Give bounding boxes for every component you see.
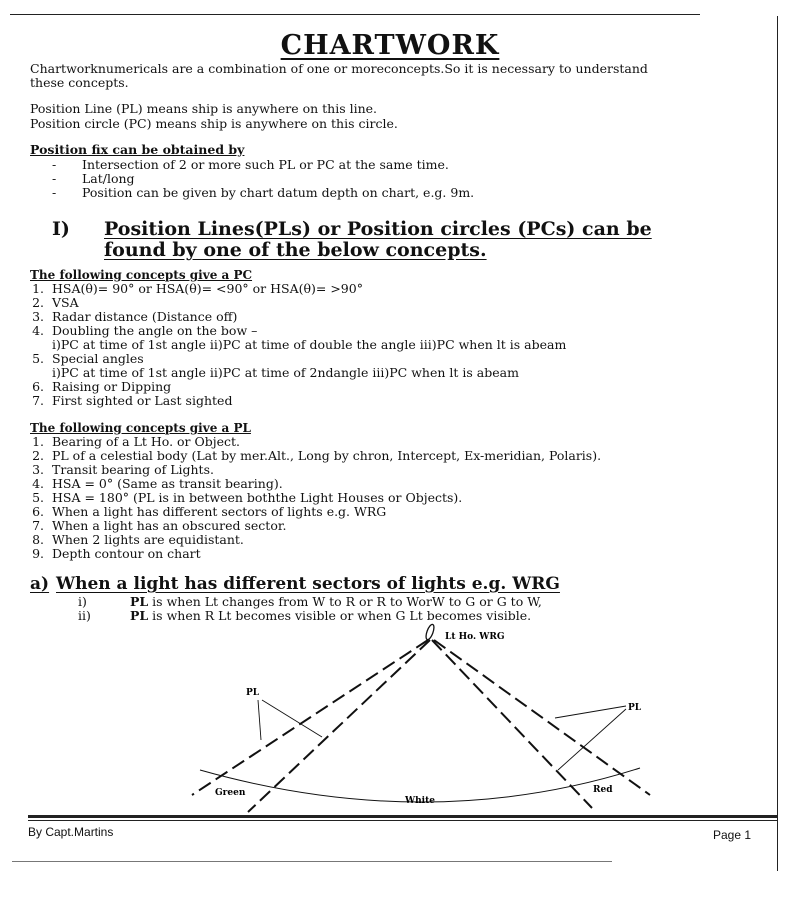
- sector-label-red: Red: [593, 785, 613, 795]
- sub-item: ii) PL is when R Lt becomes visible or when G Lt becomes visible.: [78, 608, 532, 623]
- list-item: 1. Bearing of a Lt Ho. or Object.: [32, 434, 241, 449]
- list-item: 2. PL of a celestial body (Lat by mer.Alt., Long by chron, Intercept, Ex-meridian, Polaris).: [32, 448, 602, 463]
- intro-line-1: Chartworknumericals are a combination of one or moreconcepts.So it is necessary to understand: [30, 61, 648, 76]
- sector-line-red-outer: [434, 640, 650, 795]
- lighthouse-label: Lt Ho. WRG: [445, 632, 505, 642]
- list-item: 1. HSA(θ)= 90° or HSA(θ)= <90° or HSA(θ)= >90°: [32, 281, 363, 296]
- fix-item: - Intersection of 2 or more such PL or PC at the same time.: [52, 157, 449, 172]
- list-item: 7. When a light has an obscured sector.: [32, 518, 287, 533]
- list-item: 8. When 2 lights are equidistant.: [32, 532, 244, 547]
- fix-item: - Lat/long: [52, 171, 135, 186]
- intro-line-2: these concepts.: [30, 75, 129, 90]
- footer-author: By Capt.Martins: [28, 825, 114, 839]
- definition-pc: Position circle (PC) means ship is anywhere on this circle.: [30, 116, 398, 131]
- pl-heading: The following concepts give a PL: [30, 421, 251, 435]
- list-item: 5. Special angles: [32, 351, 144, 366]
- list-item: i)PC at time of 1st angle ii)PC at time of 2ndangle iii)PC when lt is abeam: [52, 365, 519, 380]
- pl-leader: [555, 706, 626, 718]
- fix-item: - Position can be given by chart datum depth on chart, e.g. 9m.: [52, 185, 475, 200]
- sector-label-white: White: [405, 796, 435, 806]
- footer-page-number: Page 1: [713, 828, 752, 842]
- lighthouse-symbol: [424, 623, 435, 640]
- sub-item: i) PL is when Lt changes from W to R or R to WorW to G or G to W,: [78, 594, 542, 609]
- sector-line-white-red: [432, 640, 592, 808]
- sector-line-green-white: [248, 640, 430, 812]
- list-item: 4. HSA = 0° (Same as transit bearing).: [32, 476, 283, 491]
- list-item: 4. Doubling the angle on the bow –: [32, 323, 258, 338]
- list-item: 9. Depth contour on chart: [32, 546, 201, 561]
- pl-label-right: PL: [628, 703, 642, 713]
- list-item: 2. VSA: [32, 295, 79, 310]
- list-item: 5. HSA = 180° (PL is in between boththe Light Houses or Objects).: [32, 490, 463, 505]
- subsection-title: When a light has different sectors of lights e.g. WRG: [56, 574, 560, 594]
- fix-heading: Position fix can be obtained by: [30, 142, 245, 157]
- list-item: i)PC at time of 1st angle ii)PC at time of double the angle iii)PC when lt is abeam: [52, 337, 567, 352]
- subsection-label: a): [30, 574, 50, 594]
- pc-heading: The following concepts give a PC: [30, 268, 253, 282]
- pl-leader: [262, 700, 322, 737]
- list-item: 7. First sighted or Last sighted: [32, 393, 233, 408]
- sector-line-green-outer: [192, 640, 428, 795]
- pl-leader: [558, 709, 626, 770]
- section-title-line-2: found by one of the below concepts.: [104, 239, 487, 261]
- section-number: I): [52, 218, 70, 240]
- definition-pl: Position Line (PL) means ship is anywhere on this line.: [30, 101, 378, 116]
- section-title-line-1: Position Lines(PLs) or Position circles (PCs) can be: [104, 218, 652, 240]
- list-item: 6. Raising or Dipping: [32, 379, 172, 394]
- page-title: CHARTWORK: [280, 30, 500, 61]
- pl-label-left: PL: [246, 688, 260, 698]
- list-item: 6. When a light has different sectors of lights e.g. WRG: [32, 504, 387, 519]
- list-item: 3. Radar distance (Distance off): [32, 309, 238, 324]
- list-item: 3. Transit bearing of Lights.: [32, 462, 214, 477]
- sector-label-green: Green: [215, 788, 246, 798]
- pl-leader: [258, 700, 261, 740]
